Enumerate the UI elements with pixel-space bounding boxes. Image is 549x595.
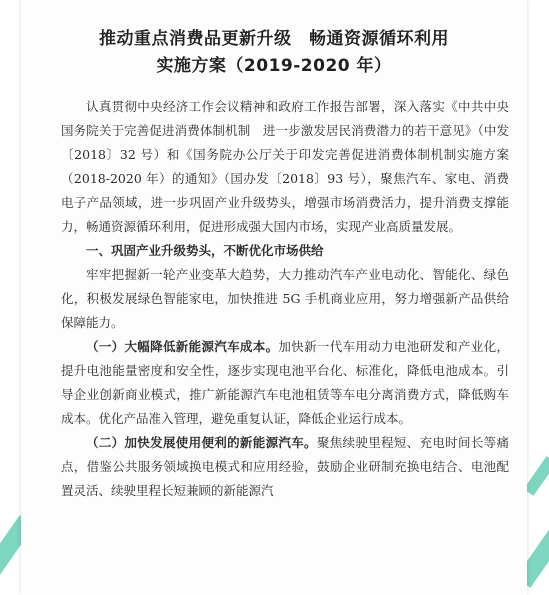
item1-lead: （一）大幅降低新能源汽车成本。	[86, 339, 279, 354]
document-body	[61, 95, 522, 503]
background-left	[0, 0, 21, 595]
section1-paragraph: 牢牢把握新一轮产业变革大趋势，大力推动汽车产业电动化、智能化、绿色化，积极发展绿色智能家电，加快推进 5G 手机商业应用，努力增强新产品供给保障能力。	[61, 267, 509, 330]
document-title-line1: 推动重点消费品更新升级 畅通资源循环利用	[99, 29, 449, 49]
item2-paragraph	[61, 431, 509, 503]
item2-text: 聚焦续驶里程短、充电时间长等痛点，借鉴公共服务领域换电模式和应用经验，鼓励企业研制充换电结合、电池配置灵活、续驶里程长短兼顾的新能源汽	[61, 435, 509, 498]
item2-lead: （二）加快发展使用便利的新能源汽车。	[86, 435, 317, 450]
decorative-stripe	[524, 456, 549, 496]
intro-paragraph: 认真贯彻中央经济工作会议精神和政府工作报告部署，深入落实《中共中央 国务院关于完善促进消费体制机制 进一步激发居民消费潜力的若干意见》（中发〔2018〕32 号）和《国务院办公厅关于印发完善促进消费体制机制实施方案（2018-2020 年）的通知》（国办发〔2018〕93 号），聚焦汽车、家电、消费电子产品领域，进一步巩固产业升级势头，增强市场消费活力，提升消费支撑能力，畅通资源循环利用，促进形成强大国内市场，实现产业高质量发展。	[61, 99, 522, 234]
item1-paragraph	[61, 335, 509, 431]
document-page	[21, 0, 527, 595]
document-title-line2: 实施方案（2019-2020 年）	[156, 56, 392, 76]
item1-text: 加快新一代车用动力电池研发和产业化，提升电池能量密度和安全性，逐步实现电池平台化、标准化，降低电池成本。引导企业创新商业模式，推广新能源汽车电池租赁等车电分离消费方式，降低购车成本。优化产品准入管理，避免重复认证，降低企业运行成本。	[61, 339, 509, 426]
section1-heading: 一、巩固产业升级势头，不断优化市场供给	[86, 243, 324, 258]
